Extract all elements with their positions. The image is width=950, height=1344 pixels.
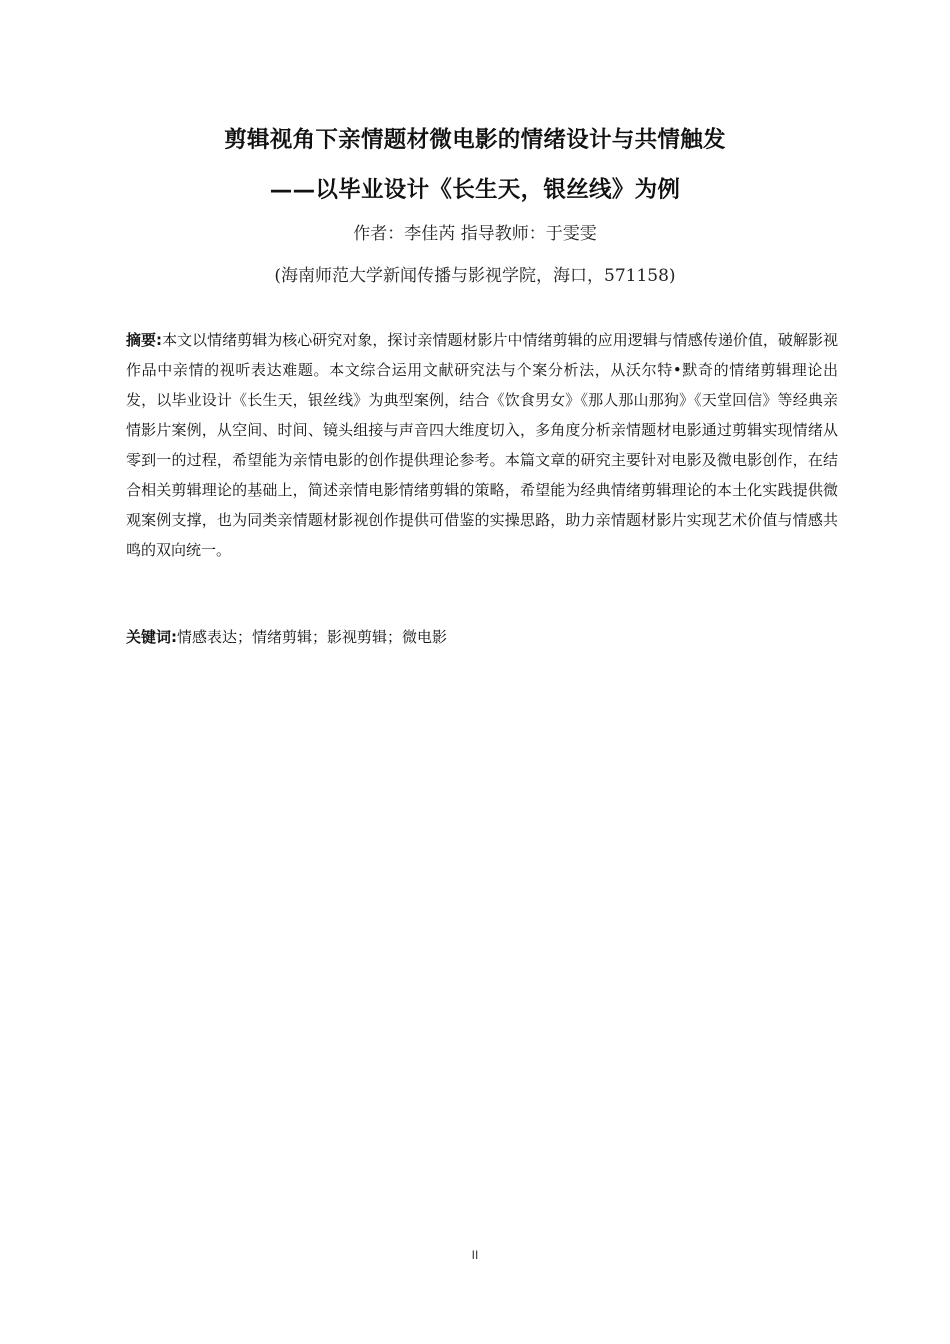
keywords-text: 情感表达；情绪剪辑；影视剪辑；微电影 <box>177 628 448 646</box>
affiliation-line: (海南师范大学新闻传播与影视学院，海口，571158) <box>274 266 676 286</box>
author-line: 作者：李佳芮 指导教师：于雯雯 <box>353 224 597 244</box>
keywords-label: 关键词: <box>126 628 177 646</box>
page-number: II <box>471 1248 479 1262</box>
paper-title-main: 剪辑视角下亲情题材微电影的情绪设计与共情触发 <box>224 127 726 153</box>
abstract-label: 摘要: <box>126 331 163 349</box>
paper-title-subtitle: ——以毕业设计《长生天，银丝线》为例 <box>269 177 681 203</box>
abstract-text: 本文以情绪剪辑为核心研究对象，探讨亲情题材影片中情绪剪辑的应用逻辑与情感传递价值，破解影视作品中亲情的视听表达难题。本文综合运用文献研究法与个案分析法，从沃尔特•默奇的情绪剪辑理论出发，以毕业设计《长生天，银丝线》为典型案例，结合《饮食男女》《那人那山那狗》《天堂回信》等经典亲情影片案例，从空间、时间、镜头组接与声音四大维度切入，多角度分析亲情题材电影通过剪辑实现情绪从零到一的过程，希望能为亲情电影的创作提供理论参考。本篇文章的研究主要针对电影及微电影创作，在结合相关剪辑理论的基础上，简述亲情电影情绪剪辑的策略，希望能为经典情绪剪辑理论的本土化实践提供微观案例支撑，也为同类亲情题材影视创作提供可借鉴的实操思路，助力亲情题材影片实现艺术价值与情感共鸣的双向统一。 <box>126 331 838 559</box>
abstract-paragraph <box>126 325 838 565</box>
keywords-line <box>126 622 838 652</box>
